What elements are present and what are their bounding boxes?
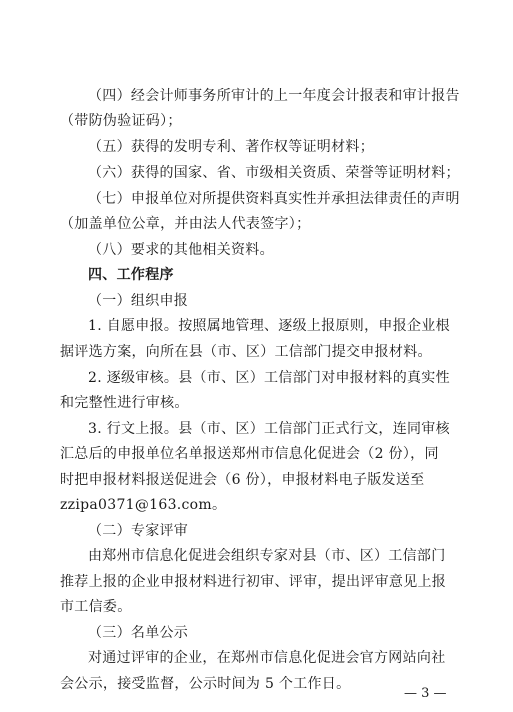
page-number: — 3 —: [404, 686, 447, 701]
step-2-line-1: 2. 逐级审核。县（市、区）工信部门对申报材料的真实性: [88, 370, 450, 386]
paragraph-item-5: （五）获得的发明专利、著作权等证明材料；: [88, 139, 374, 155]
expert-review-line-1: 由郑州市信息化促进会组织专家对县（市、区）工信部门: [88, 548, 446, 564]
step-3-line-1: 3. 行文上报。县（市、区）工信部门正式行文，连同审核: [88, 421, 450, 437]
subsection-heading-expert-review: （二）专家评审: [88, 523, 189, 539]
paragraph-item-6: （六）获得的国家、省、市级相关资质、荣誉等证明材料；: [88, 165, 460, 181]
expert-review-line-2: 推荐上报的企业申报材料进行初审、评审，提出评审意见上报: [60, 574, 447, 590]
step-3-email: zzipa0371@163.com。: [60, 497, 227, 513]
paragraph-item-7-line-2: （加盖单位公章，并由法人代表签字）；: [60, 216, 311, 232]
step-1-line-2: 据评选方案，向所在县（市、区）工信部门提交申报材料。: [60, 344, 432, 360]
public-notice-line-2: 会公示，接受监督，公示时间为 5 个工作日。: [60, 676, 351, 692]
paragraph-item-4-line-2: （带防伪验证码）；: [60, 113, 182, 129]
subsection-heading-public-notice: （三）名单公示: [88, 625, 189, 641]
subsection-heading-organize: （一）组织申报: [88, 293, 189, 309]
public-notice-line-1: 对通过评审的企业，在郑州市信息化促进会官方网站向社: [88, 650, 446, 666]
paragraph-item-8: （八）要求的其他相关资料。: [88, 242, 274, 258]
step-2-line-2: 和完整性进行审核。: [60, 395, 189, 411]
step-1-line-1: 1. 自愿申报。按照属地管理、逐级上报原则，申报企业根: [88, 318, 450, 334]
expert-review-line-3: 市工信委。: [60, 599, 132, 615]
step-3-line-2: 汇总后的申报单位名单报送郑州市信息化促进会（2 份），同: [60, 446, 439, 462]
paragraph-item-7-line-1: （七）申报单位对所提供资料真实性并承担法律责任的声明: [88, 191, 460, 207]
section-heading-workflow: 四、工作程序: [88, 267, 174, 283]
paragraph-item-4-line-1: （四）经会计师事务所审计的上一年度会计报表和审计报告: [88, 88, 460, 104]
step-3-line-3: 时把申报材料报送促进会（6 份），申报材料电子版发送至: [60, 472, 425, 488]
